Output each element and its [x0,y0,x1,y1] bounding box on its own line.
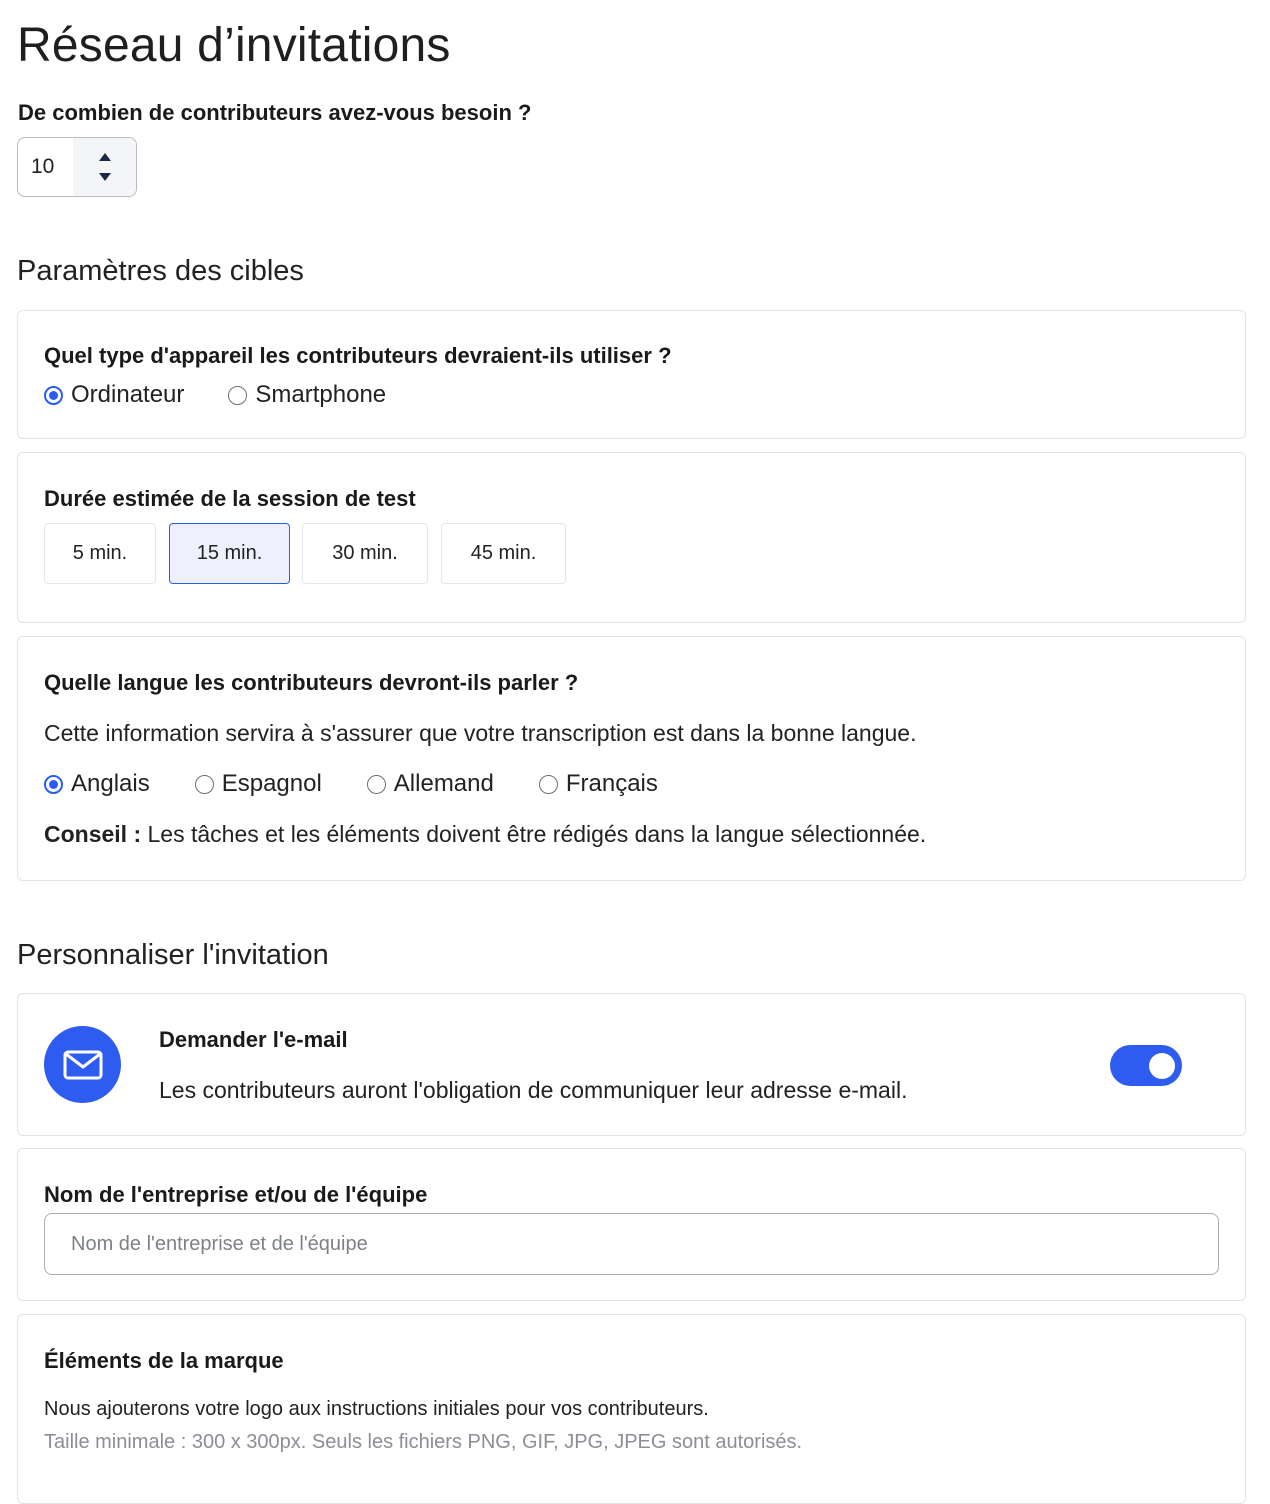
radio-label: Allemand [393,770,494,797]
radio-label: Smartphone [255,381,387,408]
device-question: Quel type d'appareil les contributeurs devraient-ils utiliser ? [44,343,672,368]
email-title: Demander l'e-mail [159,1027,348,1052]
contributors-question: De combien de contributeurs avez-vous besoin ? [18,100,532,125]
target-settings-heading: Paramètres des cibles [17,255,304,287]
language-description: Cette information servira à s'assurer que votre transcription est dans la bonne langue. [44,720,917,746]
duration-option-15[interactable]: 15 min. [169,523,290,584]
radio-button-checked[interactable] [44,386,63,405]
radio-option-smartphone[interactable] [228,381,386,409]
stepper-arrows[interactable] [73,138,136,196]
brand-card [17,1314,1246,1504]
increment-arrow-icon[interactable] [99,153,111,161]
page-title: Réseau d’invitations [17,19,451,72]
brand-title: Éléments de la marque [44,1348,284,1373]
radio-label: Français [565,770,658,797]
radio-button[interactable] [195,775,214,794]
radio-label: Ordinateur [71,381,185,408]
duration-option-5[interactable]: 5 min. [44,523,156,584]
language-tip [44,821,926,848]
radio-button[interactable] [539,775,558,794]
duration-option-45[interactable]: 45 min. [441,523,566,584]
radio-option-ordinateur[interactable] [44,381,184,409]
radio-label: Anglais [71,770,150,797]
duration-option-30[interactable]: 30 min. [302,523,428,584]
brand-description: Nous ajouterons votre logo aux instructions initiales pour vos contributeurs. [44,1398,709,1420]
company-name-input[interactable] [44,1213,1219,1275]
company-label: Nom de l'entreprise et/ou de l'équipe [44,1182,428,1207]
email-card [17,993,1246,1136]
duration-card [17,452,1246,623]
language-card [17,636,1246,881]
tip-label: Conseil : [44,821,142,847]
brand-requirements: Taille minimale : 300 x 300px. Seuls les fichiers PNG, GIF, JPG, JPEG sont autorisés. [44,1431,803,1453]
company-card [17,1148,1246,1301]
toggle-knob[interactable] [1149,1053,1175,1079]
tip-text: Les tâches et les éléments doivent être rédigés dans la langue sélectionnée. [141,821,927,847]
radio-label: Espagnol [221,770,322,797]
language-radio-group [44,770,658,798]
stepper-value[interactable]: 10 [31,155,55,178]
duration-question: Durée estimée de la session de test [44,486,416,511]
radio-option-espagnol[interactable] [195,770,322,798]
radio-button[interactable] [228,386,247,405]
radio-option-anglais[interactable] [44,770,150,798]
email-toggle[interactable] [1110,1045,1182,1086]
radio-button[interactable] [367,775,386,794]
radio-option-allemand[interactable] [367,770,494,798]
email-description: Les contributeurs auront l'obligation de communiquer leur adresse e-mail. [159,1077,908,1103]
customize-heading: Personnaliser l'invitation [17,939,329,971]
device-card [17,310,1246,439]
decrement-arrow-icon[interactable] [99,173,111,181]
device-radio-group [44,381,386,409]
envelope-icon [44,1026,121,1103]
radio-button-checked[interactable] [44,775,63,794]
contributors-stepper[interactable] [17,137,137,197]
language-question: Quelle langue les contributeurs devront-ils parler ? [44,670,579,695]
radio-option-francais[interactable] [539,770,658,798]
